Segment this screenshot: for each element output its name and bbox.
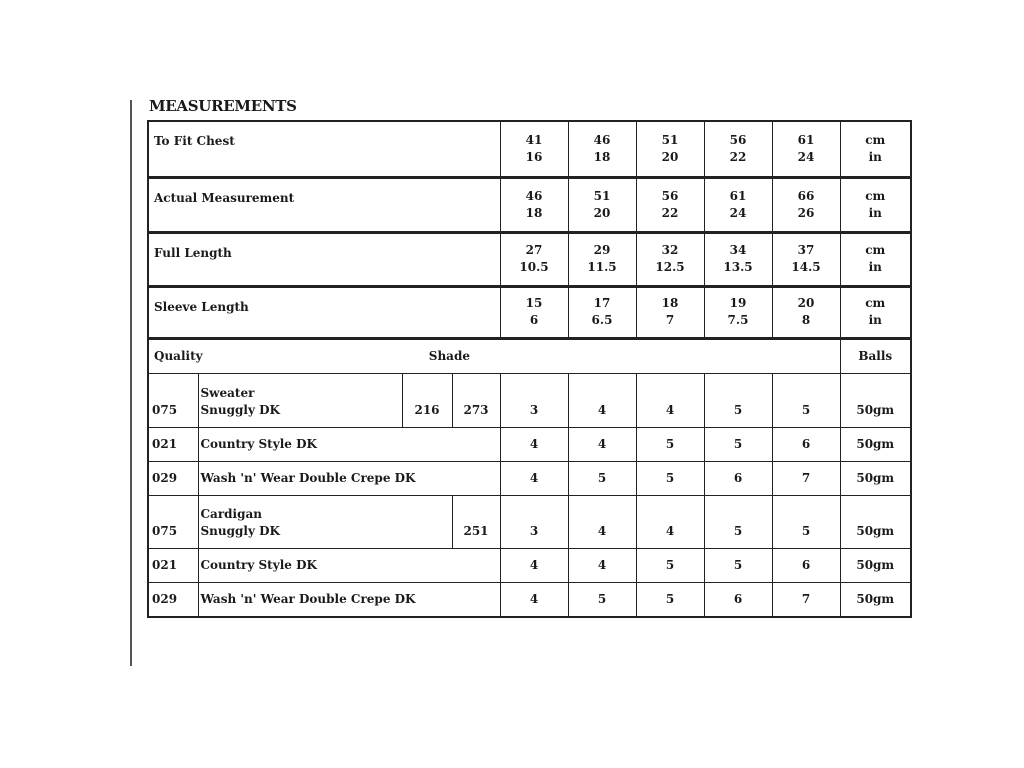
ball-count: 4 [500, 428, 568, 462]
unit-cell: cm in [840, 121, 911, 177]
measurement-cell: 61 24 [772, 121, 840, 177]
yarn-group-label: Sweater [200, 386, 255, 401]
page-margin-rule [130, 100, 132, 666]
yarn-code: 029 [148, 583, 198, 617]
yarn-name: Country Style DK [198, 428, 500, 462]
ball-weight: 50gm [840, 373, 911, 427]
yarn-row [148, 462, 911, 496]
yarn-name: Wash 'n' Wear Double Crepe DK [198, 462, 500, 496]
measurement-cell: 29 11.5 [568, 232, 636, 286]
ball-count: 3 [500, 373, 568, 427]
measurement-cell: 17 6.5 [568, 286, 636, 338]
ball-count: 7 [772, 583, 840, 617]
measurement-cell: 15 6 [500, 286, 568, 338]
measurement-cell: 18 7 [636, 286, 704, 338]
balls-header: Balls [840, 338, 911, 373]
yarn-row [148, 583, 911, 617]
ball-count: 4 [568, 496, 636, 549]
ball-weight: 50gm [840, 496, 911, 549]
measurement-row [148, 121, 911, 177]
ball-count: 4 [636, 496, 704, 549]
ball-count: 7 [772, 462, 840, 496]
ball-count: 6 [772, 549, 840, 583]
ball-count: 5 [772, 373, 840, 427]
measurement-label: To Fit Chest [148, 121, 500, 177]
shade-number: 273 [452, 373, 500, 427]
ball-count: 5 [704, 549, 772, 583]
page-title: MEASUREMENTS [149, 97, 297, 115]
ball-count: 4 [568, 549, 636, 583]
measurement-cell: 32 12.5 [636, 232, 704, 286]
quality-header: Quality [154, 348, 203, 363]
ball-count: 4 [500, 549, 568, 583]
ball-count: 5 [568, 462, 636, 496]
ball-count: 5 [636, 549, 704, 583]
ball-count: 3 [500, 496, 568, 549]
yarn-code: 021 [148, 549, 198, 583]
measurement-label: Full Length [148, 232, 500, 286]
yarn-row [148, 373, 911, 427]
shade-number: 216 [402, 373, 452, 427]
ball-count: 5 [636, 428, 704, 462]
measurement-cell: 46 18 [568, 121, 636, 177]
measurement-cell: 20 8 [772, 286, 840, 338]
yarn-code: 075 [148, 496, 198, 549]
measurement-cell: 19 7.5 [704, 286, 772, 338]
measurement-cell: 51 20 [636, 121, 704, 177]
measurement-label: Sleeve Length [148, 286, 500, 338]
ball-count: 4 [636, 373, 704, 427]
yarn-header-row [148, 338, 911, 373]
ball-count: 4 [500, 462, 568, 496]
ball-count: 5 [636, 583, 704, 617]
shade-number: 251 [452, 496, 500, 549]
yarn-group-label: Cardigan [200, 507, 262, 522]
yarn-code: 029 [148, 462, 198, 496]
measurement-cell: 51 20 [568, 177, 636, 232]
measurement-cell: 27 10.5 [500, 232, 568, 286]
measurement-cell: 66 26 [772, 177, 840, 232]
unit-cell: cm in [840, 177, 911, 232]
measurement-cell: 37 14.5 [772, 232, 840, 286]
ball-count: 4 [568, 428, 636, 462]
yarn-name: Wash 'n' Wear Double Crepe DK [198, 583, 500, 617]
unit-cell: cm in [840, 286, 911, 338]
yarn-code: 021 [148, 428, 198, 462]
yarn-name-cell [198, 496, 452, 549]
ball-weight: 50gm [840, 583, 911, 617]
shade-header: Shade [428, 348, 470, 363]
yarn-code: 075 [148, 373, 198, 427]
yarn-name: Snuggly DK [200, 403, 280, 418]
yarn-row [148, 496, 911, 549]
measurements-table [147, 120, 912, 618]
measurement-row [148, 286, 911, 338]
ball-count: 5 [704, 373, 772, 427]
ball-count: 5 [704, 496, 772, 549]
ball-weight: 50gm [840, 462, 911, 496]
ball-count: 6 [704, 583, 772, 617]
ball-count: 5 [568, 583, 636, 617]
ball-count: 4 [568, 373, 636, 427]
quality-shade-header [148, 338, 840, 373]
ball-weight: 50gm [840, 549, 911, 583]
yarn-row [148, 428, 911, 462]
ball-weight: 50gm [840, 428, 911, 462]
measurement-cell: 56 22 [636, 177, 704, 232]
measurement-cell: 46 18 [500, 177, 568, 232]
ball-count: 5 [704, 428, 772, 462]
ball-count: 4 [500, 583, 568, 617]
yarn-name-cell [198, 373, 402, 427]
unit-cell: cm in [840, 232, 911, 286]
measurement-cell: 61 24 [704, 177, 772, 232]
measurement-cell: 56 22 [704, 121, 772, 177]
measurement-row [148, 232, 911, 286]
ball-count: 6 [704, 462, 772, 496]
yarn-name: Country Style DK [198, 549, 500, 583]
measurement-row [148, 177, 911, 232]
measurement-cell: 41 16 [500, 121, 568, 177]
measurement-label: Actual Measurement [148, 177, 500, 232]
yarn-row [148, 549, 911, 583]
ball-count: 5 [772, 496, 840, 549]
measurement-cell: 34 13.5 [704, 232, 772, 286]
ball-count: 5 [636, 462, 704, 496]
yarn-name: Snuggly DK [200, 524, 280, 539]
ball-count: 6 [772, 428, 840, 462]
measurements-table-wrapper [147, 120, 910, 618]
